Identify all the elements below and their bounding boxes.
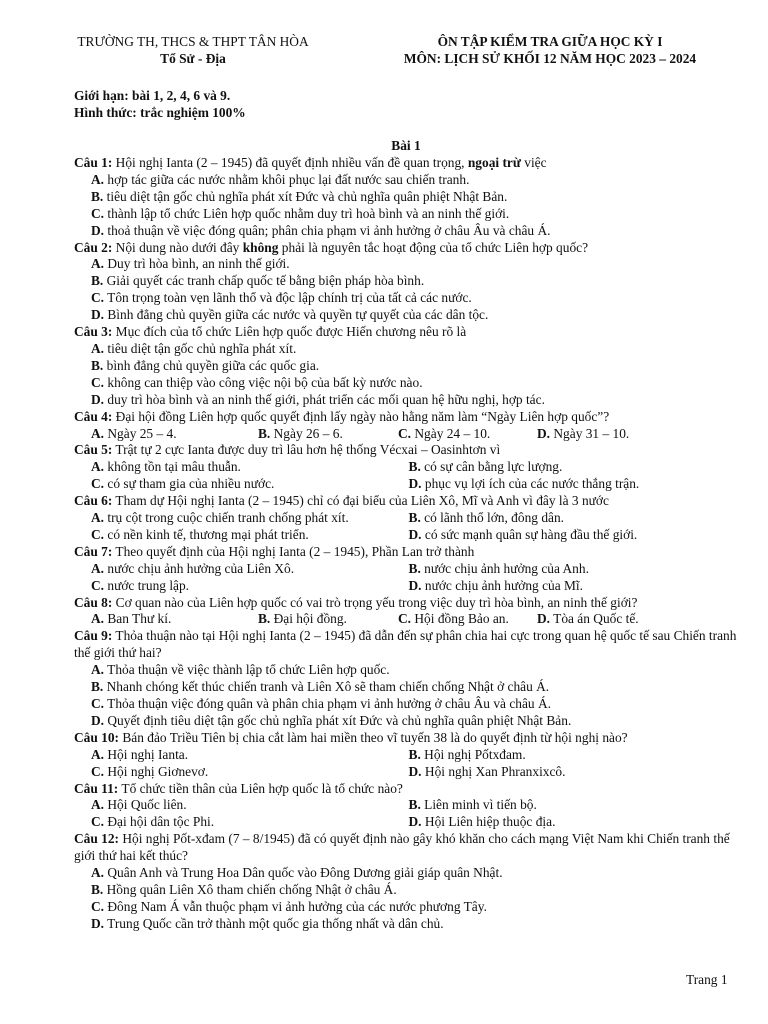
- option-letter: C.: [91, 814, 105, 830]
- option-text: Hội đồng Bảo an.: [411, 611, 509, 627]
- option-text: có sự tham gia của nhiều nước.: [104, 476, 275, 492]
- question-number: Câu 6:: [74, 493, 113, 509]
- option-letter: D.: [91, 222, 105, 238]
- question-6: [74, 493, 738, 544]
- option-letter: A.: [91, 560, 105, 576]
- option-letter: D.: [537, 611, 551, 627]
- question-text: Hội nghị Ianta (2 – 1945) đã quyết định nhiều vấn đề quan trọng,: [112, 155, 468, 170]
- question-text: việc: [520, 155, 547, 170]
- option-text: Ngày 31 – 10.: [550, 425, 630, 441]
- option-text: thành lập tổ chức Liên hợp quốc nhằm duy trì hoà bình và an ninh thế giới.: [104, 205, 510, 221]
- option-row: [74, 510, 738, 527]
- question-stem: [74, 240, 738, 257]
- option-c: [91, 578, 409, 595]
- option-c: [91, 527, 409, 544]
- option-row: [74, 611, 738, 628]
- option-text: Liên minh vì tiến bộ.: [420, 797, 537, 813]
- option-b: [258, 426, 398, 443]
- question-text: Đại hội đồng Liên hợp quốc quyết định lấy ngày nào hằng năm làm “Ngày Liên hợp quốc”?: [112, 408, 610, 424]
- question-text: Theo quyết định của Hội nghị Ianta (2 – 1945), Phần Lan trở thành: [112, 543, 475, 559]
- option-text: Hồng quân Liên Xô tham chiến chống Nhật ở châu Á.: [103, 881, 397, 897]
- question-number: Câu 12:: [74, 831, 120, 847]
- option-text: tiêu diệt tận gốc chủ nghĩa phát xít Đức và chủ nghĩa quân phiệt Nhật Bản.: [103, 188, 508, 204]
- option-letter: C.: [398, 425, 412, 441]
- option-letter: B.: [258, 425, 271, 441]
- option-text: Quyết định tiêu diệt tận gốc chủ nghĩa phát xít Đức và chủ nghĩa quân phiệt Nhật Bản.: [104, 712, 572, 728]
- option-b: [74, 358, 738, 375]
- option-text: không can thiệp vào công việc nội bộ của bất kỳ nước nào.: [104, 374, 423, 390]
- option-letter: B.: [408, 797, 421, 813]
- question-stem: [74, 628, 738, 662]
- emphasis-text: ngoại trừ: [467, 155, 521, 170]
- option-row: [74, 764, 738, 781]
- question-stem: [74, 544, 738, 561]
- option-d: [537, 611, 737, 628]
- option-text: có sự cân bằng lực lượng.: [420, 459, 563, 475]
- option-row: [74, 476, 738, 493]
- option-letter: D.: [91, 915, 105, 931]
- option-d: [74, 223, 738, 240]
- option-d: [74, 916, 738, 933]
- option-letter: C.: [91, 205, 105, 221]
- option-a: [74, 256, 738, 273]
- option-c: [91, 764, 409, 781]
- question-5: [74, 442, 738, 493]
- question-text: phải là nguyên tắc hoạt động của tổ chức Liên hợp quốc?: [278, 239, 589, 255]
- option-row: [74, 578, 738, 595]
- question-10: [74, 730, 738, 781]
- question-number: Câu 2:: [74, 239, 113, 255]
- option-d: [74, 307, 738, 324]
- option-letter: D.: [408, 763, 422, 779]
- section-title: Bài 1: [391, 138, 421, 153]
- question-12: [74, 831, 738, 932]
- option-text: Ngày 25 – 4.: [104, 425, 177, 441]
- option-letter: A.: [91, 746, 105, 762]
- question-number: Câu 4:: [74, 408, 113, 424]
- question-text: Trật tự 2 cực Ianta được duy trì lâu hơn hệ thống Vécxai – Oasinhtơn vì: [112, 442, 501, 458]
- option-row: [74, 459, 738, 476]
- option-d: [74, 392, 738, 409]
- option-letter: A.: [91, 340, 105, 356]
- option-text: Hội Quốc liên.: [104, 797, 187, 813]
- option-letter: C.: [398, 611, 412, 627]
- option-a: [91, 797, 409, 814]
- option-row: [74, 561, 738, 578]
- question-stem: [74, 730, 738, 747]
- option-c: [91, 814, 409, 831]
- option-letter: C.: [91, 526, 105, 542]
- question-stem: [74, 781, 738, 798]
- option-letter: C.: [91, 577, 105, 593]
- option-c: [91, 476, 409, 493]
- option-text: có lãnh thổ lớn, đông dân.: [420, 510, 564, 526]
- option-text: nước trung lập.: [104, 577, 190, 593]
- option-letter: A.: [91, 171, 105, 187]
- question-4: [74, 409, 738, 443]
- format-line: Hình thức: trắc nghiệm 100%: [74, 105, 246, 120]
- option-a: [91, 426, 258, 443]
- question-stem: [74, 493, 738, 510]
- option-letter: D.: [408, 814, 422, 830]
- option-row: [74, 426, 738, 443]
- option-c: [74, 375, 738, 392]
- option-text: Tôn trọng toàn vẹn lãnh thổ và độc lập chính trị của tất cả các nước.: [104, 290, 472, 306]
- option-a: [74, 172, 738, 189]
- option-letter: A.: [91, 797, 105, 813]
- option-letter: A.: [91, 256, 105, 272]
- option-text: Đông Nam Á vẫn thuộc phạm vi ảnh hưởng của các nước phương Tây.: [104, 898, 487, 914]
- option-letter: B.: [258, 611, 271, 627]
- question-3: [74, 324, 738, 409]
- option-letter: C.: [91, 290, 105, 306]
- option-letter: D.: [408, 476, 422, 492]
- option-d: [409, 578, 738, 595]
- option-text: hợp tác giữa các nước nhằm khôi phục lại đất nước sau chiến tranh.: [104, 171, 470, 187]
- question-1: [74, 155, 738, 240]
- option-text: Hội nghị Xan Phranxixcô.: [421, 763, 566, 779]
- option-a: [74, 341, 738, 358]
- question-text: Tham dự Hội nghị Ianta (2 – 1945) chỉ có đại biểu của Liên Xô, Mĩ và Anh vì đây là 3 nước: [112, 493, 609, 509]
- option-text: có nền kinh tế, thương mại phát triển.: [104, 526, 309, 542]
- option-text: nước chịu ảnh hưởng của Liên Xô.: [104, 560, 295, 576]
- option-text: bình đẳng chủ quyền giữa các quốc gia.: [103, 357, 320, 373]
- option-text: Thỏa thuận việc đóng quân và phân chia phạm vi ảnh hưởng ở châu Âu và châu Á.: [104, 696, 551, 711]
- question-stem: [74, 324, 738, 341]
- option-text: duy trì hòa bình và an ninh thế giới, phát triển các mối quan hệ hữu nghị, hợp tác.: [104, 391, 545, 407]
- option-letter: C.: [91, 374, 105, 390]
- option-row: [74, 747, 738, 764]
- option-letter: A.: [91, 865, 105, 881]
- option-letter: D.: [91, 391, 105, 407]
- option-text: phục vụ lợi ích của các nước thắng trận.: [421, 476, 640, 492]
- option-a: [91, 561, 409, 578]
- option-text: thoả thuận về việc đóng quân; phân chia phạm vi ảnh hưởng ở châu Âu và châu Á.: [104, 222, 551, 238]
- option-letter: B.: [91, 273, 104, 289]
- option-d: [537, 426, 737, 443]
- question-number: Câu 1:: [74, 155, 113, 170]
- option-c: [74, 290, 738, 307]
- option-letter: C.: [91, 763, 105, 779]
- page-number: Trang 1: [686, 972, 728, 987]
- option-letter: D.: [91, 307, 105, 323]
- option-row: [74, 527, 738, 544]
- option-b: [74, 882, 738, 899]
- option-c: [74, 899, 738, 916]
- question-8: [74, 595, 738, 629]
- option-letter: D.: [408, 577, 422, 593]
- option-a: [91, 747, 409, 764]
- question-stem: [74, 155, 738, 172]
- option-text: Giải quyết các tranh chấp quốc tế bằng biện pháp hòa bình.: [103, 273, 425, 289]
- question-stem: [74, 595, 738, 612]
- question-number: Câu 5:: [74, 442, 113, 458]
- option-b: [409, 561, 738, 578]
- subject-line: MÔN: LỊCH SỬ KHỐI 12 NĂM HỌC 2023 – 2024: [403, 50, 697, 66]
- option-text: Ngày 26 – 6.: [270, 425, 343, 441]
- option-text: Hội nghị Pốtxđam.: [420, 746, 526, 762]
- emphasis-text: không: [242, 239, 279, 255]
- option-d: [409, 814, 738, 831]
- question-text: Bán đảo Triều Tiên bị chia cắt làm hai miền theo vĩ tuyến 38 là do quyết định từ hội nghị nào?: [119, 729, 628, 745]
- question-text: Hội nghị Pốt-xđam (7 – 8/1945) đã có quyết định nào gây khó khăn cho cách mạng Việt Nam khi Chiến tranh thế giới thứ hai kết thúc?: [74, 831, 730, 864]
- option-letter: D.: [91, 712, 105, 728]
- option-b: [409, 510, 738, 527]
- option-a: [74, 662, 738, 679]
- school-name: TRƯỜNG TH, THCS & THPT TÂN HÒA: [77, 34, 309, 49]
- option-text: Đại hội đồng.: [270, 611, 347, 627]
- question-number: Câu 3:: [74, 324, 113, 340]
- option-b: [74, 273, 738, 290]
- question-text: Cơ quan nào của Liên hợp quốc có vai trò trọng yếu trong việc duy trì hòa bình, an ninh thế giới?: [112, 594, 638, 610]
- option-d: [409, 764, 738, 781]
- option-text: nước chịu ảnh hưởng của Anh.: [420, 560, 589, 576]
- option-letter: C.: [91, 898, 105, 914]
- question-stem: [74, 831, 738, 865]
- option-a: [91, 510, 409, 527]
- question-number: Câu 10:: [74, 729, 120, 745]
- option-c: [398, 611, 537, 628]
- option-letter: B.: [91, 188, 104, 204]
- question-11: [74, 781, 738, 832]
- document-header: [0, 34, 768, 74]
- option-text: có sức mạnh quân sự hàng đầu thế giới.: [421, 526, 638, 542]
- option-text: nước chịu ảnh hưởng của Mĩ.: [421, 577, 583, 593]
- option-letter: A.: [91, 510, 105, 526]
- question-9: [74, 628, 738, 729]
- question-7: [74, 544, 738, 595]
- option-text: Hội Liên hiệp thuộc địa.: [421, 814, 556, 830]
- option-letter: B.: [91, 679, 104, 695]
- option-a: [74, 865, 738, 882]
- option-text: Quân Anh và Trung Hoa Dân quốc vào Đông Dương giải giáp quân Nhật.: [104, 865, 503, 881]
- option-text: không tồn tại mâu thuẫn.: [104, 459, 241, 475]
- option-b: [409, 459, 738, 476]
- option-text: Bình đẳng chủ quyền giữa các nước và quyền tự quyết của các dân tộc.: [104, 307, 489, 323]
- option-text: Nhanh chóng kết thúc chiến tranh và Liên Xô sẽ tham chiến chống Nhật ở châu Á.: [103, 679, 550, 695]
- option-d: [409, 476, 738, 493]
- option-text: Đại hội dân tộc Phi.: [104, 814, 215, 830]
- option-letter: A.: [91, 425, 105, 441]
- option-b: [74, 679, 738, 696]
- option-a: [91, 459, 409, 476]
- department-name: Tổ Sử - Địa: [160, 50, 226, 66]
- question-2: [74, 240, 738, 325]
- option-letter: D.: [408, 526, 422, 542]
- option-text: Tòa án Quốc tế.: [550, 611, 639, 627]
- scope-line: Giới hạn: bài 1, 2, 4, 6 và 9.: [74, 88, 231, 103]
- option-b: [409, 797, 738, 814]
- option-text: Thỏa thuận về việc thành lập tổ chức Liên hợp quốc.: [104, 662, 390, 678]
- option-text: tiêu diệt tận gốc chủ nghĩa phát xít.: [104, 340, 297, 356]
- school-block: [48, 34, 338, 67]
- question-stem: [74, 442, 738, 459]
- question-list: [74, 138, 738, 933]
- option-letter: B.: [408, 746, 421, 762]
- question-number: Câu 7:: [74, 543, 113, 559]
- question-number: Câu 11:: [74, 780, 119, 796]
- option-letter: B.: [408, 459, 421, 475]
- option-text: Trung Quốc cần trở thành một quốc gia thống nhất và dân chủ.: [104, 915, 444, 931]
- option-text: Ngày 24 – 10.: [411, 425, 491, 441]
- option-b: [258, 611, 398, 628]
- option-text: trụ cột trong cuộc chiến tranh chống phát xít.: [104, 510, 349, 526]
- question-text: Nội dung nào dưới đây: [112, 239, 243, 255]
- exam-limits: [74, 88, 246, 122]
- option-letter: B.: [91, 357, 104, 373]
- option-b: [74, 189, 738, 206]
- option-b: [409, 747, 738, 764]
- question-text: Mục đích của tổ chức Liên hợp quốc được Hiến chương nêu rõ là: [112, 324, 467, 340]
- option-c: [398, 426, 537, 443]
- question-number: Câu 8:: [74, 594, 113, 610]
- option-d: [409, 527, 738, 544]
- option-letter: B.: [91, 881, 104, 897]
- question-stem: [74, 409, 738, 426]
- option-c: [74, 696, 738, 713]
- option-letter: A.: [91, 611, 105, 627]
- option-letter: A.: [91, 459, 105, 475]
- option-text: Hội nghị Giơnevơ.: [104, 763, 209, 779]
- option-letter: C.: [91, 476, 105, 492]
- question-text: Tổ chức tiền thân của Liên hợp quốc là tổ chức nào?: [118, 780, 403, 796]
- option-text: Duy trì hòa bình, an ninh thế giới.: [104, 256, 290, 272]
- option-letter: D.: [537, 425, 551, 441]
- question-text: Thỏa thuận nào tại Hội nghị Ianta (2 – 1945) đã dẫn đến sự phân chia hai cực trong quan hệ quốc tế sau Chiến tranh thế giới thứ hai?: [74, 628, 737, 661]
- option-letter: A.: [91, 662, 105, 678]
- exam-title: ÔN TẬP KIỂM TRA GIỮA HỌC KỲ I: [437, 34, 663, 49]
- option-c: [74, 206, 738, 223]
- option-row: [74, 814, 738, 831]
- option-d: [74, 713, 738, 730]
- option-letter: C.: [91, 696, 105, 711]
- option-letter: B.: [408, 560, 421, 576]
- option-text: Hội nghị Ianta.: [104, 746, 189, 762]
- option-row: [74, 797, 738, 814]
- question-number: Câu 9:: [74, 628, 113, 644]
- option-letter: B.: [408, 510, 421, 526]
- exam-block: [360, 34, 740, 67]
- option-text: Ban Thư kí.: [104, 611, 172, 627]
- option-a: [91, 611, 258, 628]
